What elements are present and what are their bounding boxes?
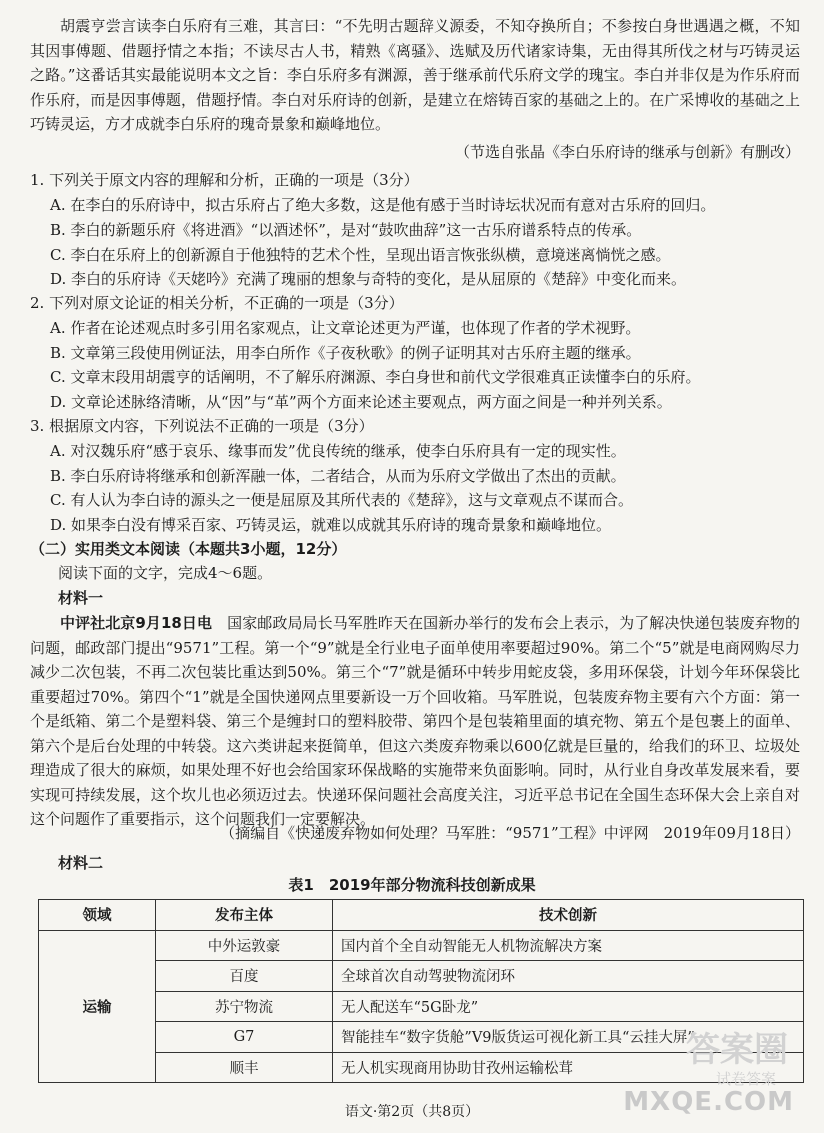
question-1-option-c: C. 李白在乐府上的创新源自于他独特的艺术个性，呈现出语言恢张纵横，意境迷离惝恍之感。 — [50, 246, 671, 264]
table-publisher-cell: 苏宁物流 — [156, 991, 333, 1022]
question-2-stem: 2. 下列对原文论证的相关分析，不正确的一项是（3分） — [30, 294, 404, 312]
material-1-source: （摘编自《快递废弃物如何处理？马军胜：“9571”工程》中评网 2019年09月18日） — [220, 824, 800, 842]
table-innovation-cell: 无人机实现商用协助甘孜州运输松茸 — [333, 1052, 804, 1083]
question-1-option-a: A. 在李白的乐府诗中，拟古乐府占了绝大多数，这是他有感于当时诗坛状况而有意对古乐府的回归。 — [50, 196, 716, 214]
question-2-option-d: D. 文章论述脉络清晰，从“因”与“革”两个方面来论述主要观点，两方面之间是一种并列关系。 — [50, 393, 672, 411]
material-1-text — [30, 611, 800, 832]
watermark-logo: 答案圈 — [686, 1030, 788, 1070]
question-1-option-b: B. 李白的新题乐府《将进酒》“以酒述怀”，是对“鼓吹曲辞”这一古乐府谱系特点的传承。 — [50, 221, 642, 239]
material-1-lead: 中评社北京9月18日电 — [60, 614, 213, 632]
table-header-row — [39, 900, 804, 931]
question-2-option-a: A. 作者在论述观点时多引用名家观点，让文章论述更为严谨，也体现了作者的学术视野。 — [50, 319, 641, 337]
question-3-option-b: B. 李白乐府诗将继承和创新浑融一体，二者结合，从而为乐府文学做出了杰出的贡献。 — [50, 467, 626, 485]
watermark-subtitle: 试卷答案 — [715, 1070, 776, 1088]
table-publisher-cell: 中外运敦豪 — [156, 930, 333, 961]
question-2-option-b: B. 文章第三段使用例证法，用李白所作《子夜秋歌》的例子证明其对古乐府主题的继承。 — [50, 344, 641, 362]
section-2-instruction: 阅读下面的文字，完成4～6题。 — [58, 564, 273, 582]
passage-paragraph: 胡震亨尝言读李白乐府有三难，其言曰：“不先明古题辞义源委，不知夺换所自；不参按白身世遇遇之概，不知其因事傅题、借题抒情之本指；不读尽古人书，精熟《离骚》、选赋及历代诸家诗集，无由得其所伐之材与巧铸灵运之路。”这番话其实最能说明本文之旨：李白乐府多有渊源，善于继承前代乐府文学的瑰宝。李白并非仅是为作乐府而作乐府，而是因事傅题，借题抒情。李白对乐府诗的创新，是建立在熔铸百家的基础之上的。在广采博收的基础之上巧铸灵运，方才成就李白乐府的瑰奇景象和巅峰地位。 — [30, 17, 800, 133]
material-2-label: 材料二 — [58, 854, 104, 872]
table-title: 表1 2019年部分物流科技创新成果 — [288, 876, 536, 894]
question-3-option-c: C. 有人认为李白诗的源头之一便是屈原及其所代表的《楚辞》，这与文章观点不谋而合。 — [50, 491, 633, 509]
page-footer: 语文·第2页（共8页） — [344, 1104, 480, 1120]
table-innovation-cell: 全球首次自动驾驶物流闭环 — [333, 961, 804, 992]
question-1-stem: 1. 下列关于原文内容的理解和分析，正确的一项是（3分） — [30, 171, 419, 189]
watermark-url: MXQE.COM — [623, 1087, 794, 1117]
material-1-body: 国家邮政局局长马军胜昨天在国新办举行的发布会上表示，为了解决快递包装废弃物的问题，邮政部门提出“9571”工程。第一个“9”就是全行业电子面单使用率要超过90%。第二个“5”就是电商网购尽力减少二次包装，不再二次包装比重达到50%。第三个“7”就是循环中转步用蛇皮袋，多用环保袋，计划今年环保袋比重要超过70%。第四个“1”就是全国快递网点里要新设一万个回收箱。马军胜说，包装废弃物主要有六个方面：第一个是纸箱、第二个是塑料袋、第三个是缠封口的塑料胶带、第四个是包装箱里面的填充物、第五个是包裹上的面单、第六个是后台处理的中转袋。这六类讲起来挺简单，但这六类废弃物乘以600亿就是巨量的，给我们的环卫、垃圾处理造成了很大的麻烦，如果处理不好也会给国家环保战略的实施带来负面影响。同时，从行业自身改革发展来看，要实现可持续发展，这个坎儿也必须迈过去。快递环保问题社会高度关注，习近平总书记在全国生态环保大会上亲自对这个问题作了重要指示，这个问题我们一定要解决。 — [30, 614, 800, 828]
question-2-option-c: C. 文章末段用胡震亨的话阐明，不了解乐府渊源、李白身世和前代文学很难真正读懂李白的乐府。 — [50, 368, 701, 386]
table-publisher-cell: 百度 — [156, 961, 333, 992]
table-innovation-cell: 智能挂车“数字货舱”V9版货运可视化新工具“云挂大屏” — [333, 1022, 804, 1053]
table-field-cell: 运输 — [39, 930, 156, 1083]
table-header-field: 领域 — [39, 900, 156, 931]
table-publisher-cell: G7 — [156, 1022, 333, 1053]
material-1-label: 材料一 — [58, 589, 104, 607]
table-row — [39, 930, 804, 961]
table-header-innovation: 技术创新 — [333, 900, 804, 931]
table-innovation-cell: 无人配送车“5G卧龙” — [333, 991, 804, 1022]
question-3-option-a: A. 对汉魏乐府“感于哀乐、缘事而发”优良传统的继承，使李白乐府具有一定的现实性。 — [50, 442, 626, 460]
section-2-heading: （二）实用类文本阅读（本题共3小题，12分） — [30, 540, 347, 558]
question-1-option-d: D. 李白的乐府诗《天姥吟》充满了瑰丽的想象与奇特的变化，是从屈原的《楚辞》中变化而来。 — [50, 270, 687, 288]
table-innovation-cell: 国内首个全自动智能无人机物流解决方案 — [333, 930, 804, 961]
question-3-stem: 3. 根据原文内容，下列说法不正确的一项是（3分） — [30, 417, 374, 435]
table-publisher-cell: 顺丰 — [156, 1052, 333, 1083]
question-3-option-d: D. 如果李白没有博采百家、巧铸灵运，就难以成就其乐府诗的瑰奇景象和巅峰地位。 — [50, 516, 612, 534]
passage-source: （节选自张晶《李白乐府诗的继承与创新》有删改） — [454, 143, 800, 161]
table-header-publisher: 发布主体 — [156, 900, 333, 931]
